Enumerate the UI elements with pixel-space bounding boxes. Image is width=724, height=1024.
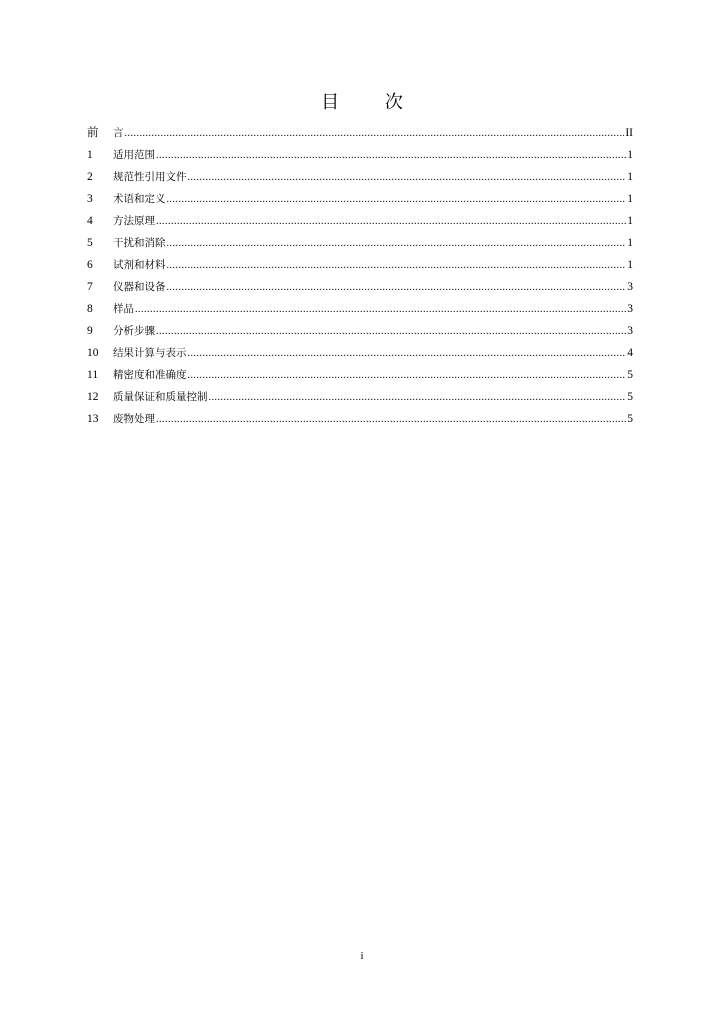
toc-entry-number: 7 bbox=[87, 281, 93, 293]
toc-entry-label: 规范性引用文件 bbox=[113, 171, 187, 183]
toc-entry-number: 10 bbox=[87, 347, 99, 359]
toc-entry-label: 仪器和设备 bbox=[113, 281, 166, 293]
toc-entry-page: 3 bbox=[627, 281, 633, 293]
toc-entry-page: 1 bbox=[627, 149, 633, 161]
toc-dot-leader bbox=[209, 387, 627, 409]
toc-entry[interactable] bbox=[87, 122, 633, 144]
toc-entry-number: 11 bbox=[87, 369, 99, 381]
toc-entry-number: 5 bbox=[87, 237, 93, 249]
toc-entry-number: 8 bbox=[87, 303, 93, 315]
toc-entry[interactable] bbox=[87, 166, 633, 188]
toc-dot-leader bbox=[188, 167, 627, 189]
toc-dot-leader bbox=[188, 365, 627, 387]
toc-dot-leader bbox=[156, 409, 626, 431]
toc-entry[interactable] bbox=[87, 298, 633, 320]
toc-entry[interactable] bbox=[87, 144, 633, 166]
toc-entry-label: 废物处理 bbox=[113, 413, 155, 425]
toc-entry-page: 1 bbox=[627, 215, 633, 227]
toc-dot-leader bbox=[156, 211, 626, 233]
toc-entry-number: 前 bbox=[87, 127, 99, 139]
toc-entry-page: 1 bbox=[627, 193, 633, 205]
toc-entry-page: 3 bbox=[627, 325, 633, 337]
toc-dot-leader bbox=[167, 233, 627, 255]
toc-entry-number: 2 bbox=[87, 171, 93, 183]
toc-entry-page: 5 bbox=[627, 369, 633, 381]
toc-entry[interactable] bbox=[87, 276, 633, 298]
toc-entry-page: 1 bbox=[627, 259, 633, 271]
toc-entry-label: 分析步骤 bbox=[113, 325, 155, 337]
toc-entry[interactable] bbox=[87, 408, 633, 430]
toc-entry[interactable] bbox=[87, 210, 633, 232]
toc-dot-leader bbox=[125, 123, 625, 145]
toc-title: 目 次 bbox=[321, 92, 423, 113]
page-number: i bbox=[360, 950, 364, 962]
toc-entry-page: 5 bbox=[627, 413, 633, 425]
toc-entry-label: 言 bbox=[113, 127, 124, 139]
toc-entry-number: 1 bbox=[87, 149, 93, 161]
toc-dot-leader bbox=[135, 299, 626, 321]
toc-entry-page: 1 bbox=[627, 171, 633, 183]
toc-entry-number: 4 bbox=[87, 215, 93, 227]
toc-entry-page: 1 bbox=[627, 237, 633, 249]
toc-dot-leader bbox=[188, 343, 627, 365]
toc-entry-label: 术语和定义 bbox=[113, 193, 166, 205]
toc-entry-number: 9 bbox=[87, 325, 93, 337]
toc-entry-label: 样品 bbox=[113, 303, 134, 315]
toc-entry[interactable] bbox=[87, 342, 633, 364]
toc-entry-number: 6 bbox=[87, 259, 93, 271]
toc-dot-leader bbox=[167, 255, 627, 277]
toc-entry-label: 方法原理 bbox=[113, 215, 155, 227]
toc-entry-label: 试剂和材料 bbox=[113, 259, 166, 271]
toc-dot-leader bbox=[167, 277, 627, 299]
toc-entry[interactable] bbox=[87, 320, 633, 342]
toc-entry-page: 3 bbox=[627, 303, 633, 315]
toc-entry-label: 结果计算与表示 bbox=[113, 347, 187, 359]
toc-entry-number: 12 bbox=[87, 391, 99, 403]
toc-entry-page: 4 bbox=[627, 347, 633, 359]
toc-entry[interactable] bbox=[87, 232, 633, 254]
toc-dot-leader bbox=[156, 321, 626, 343]
toc-entry-page: II bbox=[625, 127, 633, 139]
toc-entry-label: 干扰和消除 bbox=[113, 237, 166, 249]
toc-entry[interactable] bbox=[87, 188, 633, 210]
toc-entry-number: 3 bbox=[87, 193, 93, 205]
toc-entry-number: 13 bbox=[87, 413, 99, 425]
toc-entry-label: 适用范围 bbox=[113, 149, 155, 161]
toc-entry-label: 质量保证和质量控制 bbox=[113, 391, 208, 403]
toc-entry-page: 5 bbox=[627, 391, 633, 403]
toc-entry[interactable] bbox=[87, 386, 633, 408]
toc-entry[interactable] bbox=[87, 254, 633, 276]
toc-list bbox=[87, 122, 633, 430]
toc-entry[interactable] bbox=[87, 364, 633, 386]
toc-dot-leader bbox=[167, 189, 627, 211]
toc-dot-leader bbox=[156, 145, 626, 167]
toc-entry-label: 精密度和准确度 bbox=[113, 369, 187, 381]
